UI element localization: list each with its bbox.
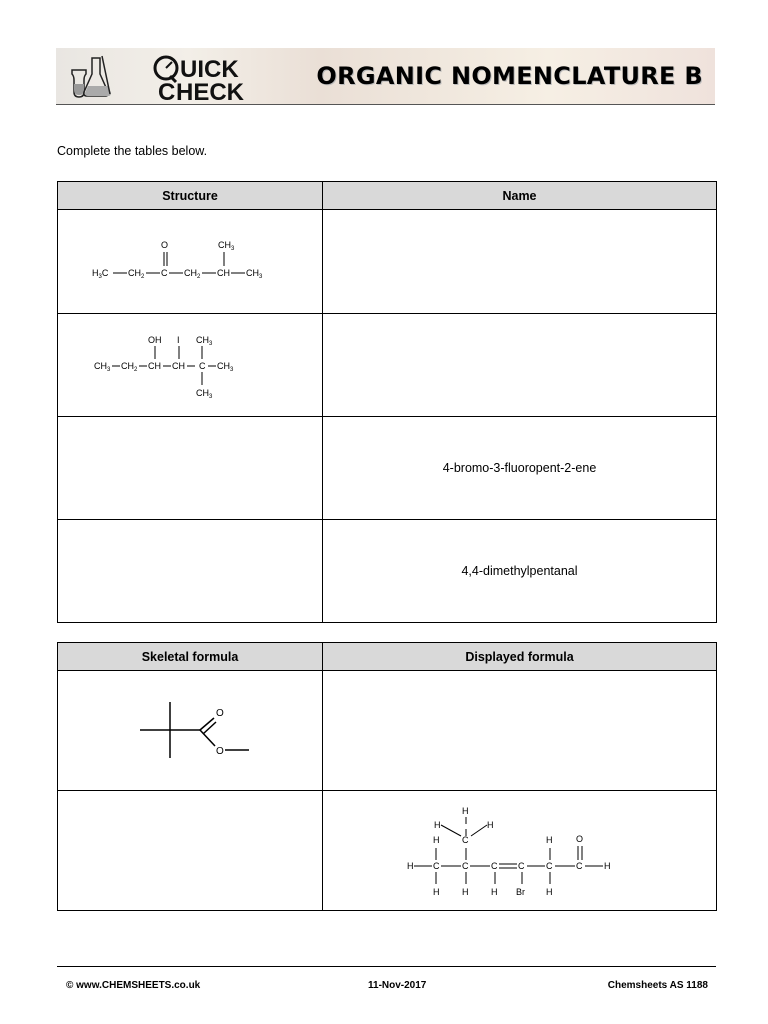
name-cell-2[interactable] <box>323 314 717 417</box>
column-header-structure: Structure <box>58 182 323 210</box>
svg-text:CH2: $CH_2$ <box>128 267 145 280</box>
formula-table <box>57 642 717 911</box>
svg-text:CH3: $CH_3$ <box>196 388 213 400</box>
page-title: ORGANIC NOMENCLATURE B <box>316 62 703 90</box>
structure-cell-3[interactable] <box>58 417 323 520</box>
structure-cell-2 <box>58 314 323 417</box>
svg-text:C: C <box>461 834 468 845</box>
svg-text:H: H <box>432 834 439 845</box>
svg-text:C: C <box>545 860 552 871</box>
name-cell-1[interactable] <box>323 210 717 314</box>
svg-text:Br: Br <box>515 886 525 897</box>
skeletal-cell-1 <box>58 671 323 791</box>
svg-text:H: H <box>461 886 468 897</box>
displayed-formula-diagram <box>405 796 635 906</box>
svg-text:C: C <box>517 860 524 871</box>
logo-text-bottom: HECK <box>176 79 245 102</box>
svg-text:H: H <box>490 886 497 897</box>
svg-text:O: O <box>161 239 169 250</box>
displayed-cell-1[interactable] <box>323 671 717 791</box>
svg-text:CH: CH <box>217 267 230 278</box>
header-banner <box>56 48 715 105</box>
svg-text:H: H <box>433 819 440 830</box>
svg-text:H: H <box>461 805 468 816</box>
svg-text:C: C <box>490 860 497 871</box>
svg-text:CH: CH <box>148 361 161 371</box>
logo-text-top: UICK <box>180 56 239 83</box>
column-header-name: Name <box>323 182 717 210</box>
name-cell-4: 4,4-dimethylpentanal <box>323 520 717 623</box>
svg-text:H: H <box>406 860 413 871</box>
svg-text:C: C <box>161 267 168 278</box>
svg-text:CH: CH <box>172 361 185 371</box>
column-header-displayed: Displayed formula <box>323 643 717 671</box>
footer-divider <box>57 966 716 967</box>
structure-name-table <box>57 181 717 623</box>
svg-text:C: C <box>461 860 468 871</box>
name-cell-3: 4-bromo-3-fluoropent-2-ene <box>323 417 717 520</box>
svg-text:H: H <box>603 860 610 871</box>
svg-text:O: O <box>575 833 583 844</box>
svg-text:OH: OH <box>148 335 162 345</box>
svg-text:H: H <box>545 834 552 845</box>
displayed-cell-2 <box>323 791 717 911</box>
svg-text:CH3: $CH_3$ <box>246 267 263 280</box>
structure-cell-4[interactable] <box>58 520 323 623</box>
svg-text:C: C <box>199 361 206 371</box>
svg-text:CH3: $CH_3$ <box>196 335 213 347</box>
svg-text:C: C <box>575 860 582 871</box>
svg-text:H3C: $H_3C$ <box>92 267 109 280</box>
footer-reference: Chemsheets AS 1188 <box>607 980 708 991</box>
svg-text:I: I <box>177 335 180 345</box>
skeletal-formula-ester <box>125 696 255 766</box>
svg-text:H: H <box>486 819 493 830</box>
svg-text:O: O <box>216 707 224 719</box>
svg-text:C: C <box>432 860 439 871</box>
instructions: Complete the tables below. <box>57 144 208 158</box>
skeletal-cell-2[interactable] <box>58 791 323 911</box>
svg-text:O: O <box>216 745 224 757</box>
column-header-skeletal: Skeletal formula <box>58 643 323 671</box>
svg-text:CH3: $CH_3$ <box>218 239 235 252</box>
glassware-icon <box>64 54 114 100</box>
quick-check-logo <box>148 50 308 102</box>
structure-diagram-alcohol <box>90 330 290 400</box>
svg-text:H: H <box>545 886 552 897</box>
svg-text:C: C <box>158 79 176 102</box>
svg-text:H: H <box>432 886 439 897</box>
svg-text:CH3: $CH_3$ <box>94 361 111 373</box>
svg-text:CH2: $CH_2$ <box>121 361 138 373</box>
footer-date: 11-Nov-2017 <box>368 980 427 991</box>
svg-text:CH2: $CH_2$ <box>184 267 201 280</box>
footer-website: © www.CHEMSHEETS.co.uk <box>66 980 201 991</box>
svg-text:CH3: $CH_3$ <box>217 361 234 373</box>
structure-cell-1 <box>58 210 323 314</box>
structure-diagram-ketone <box>90 232 290 292</box>
